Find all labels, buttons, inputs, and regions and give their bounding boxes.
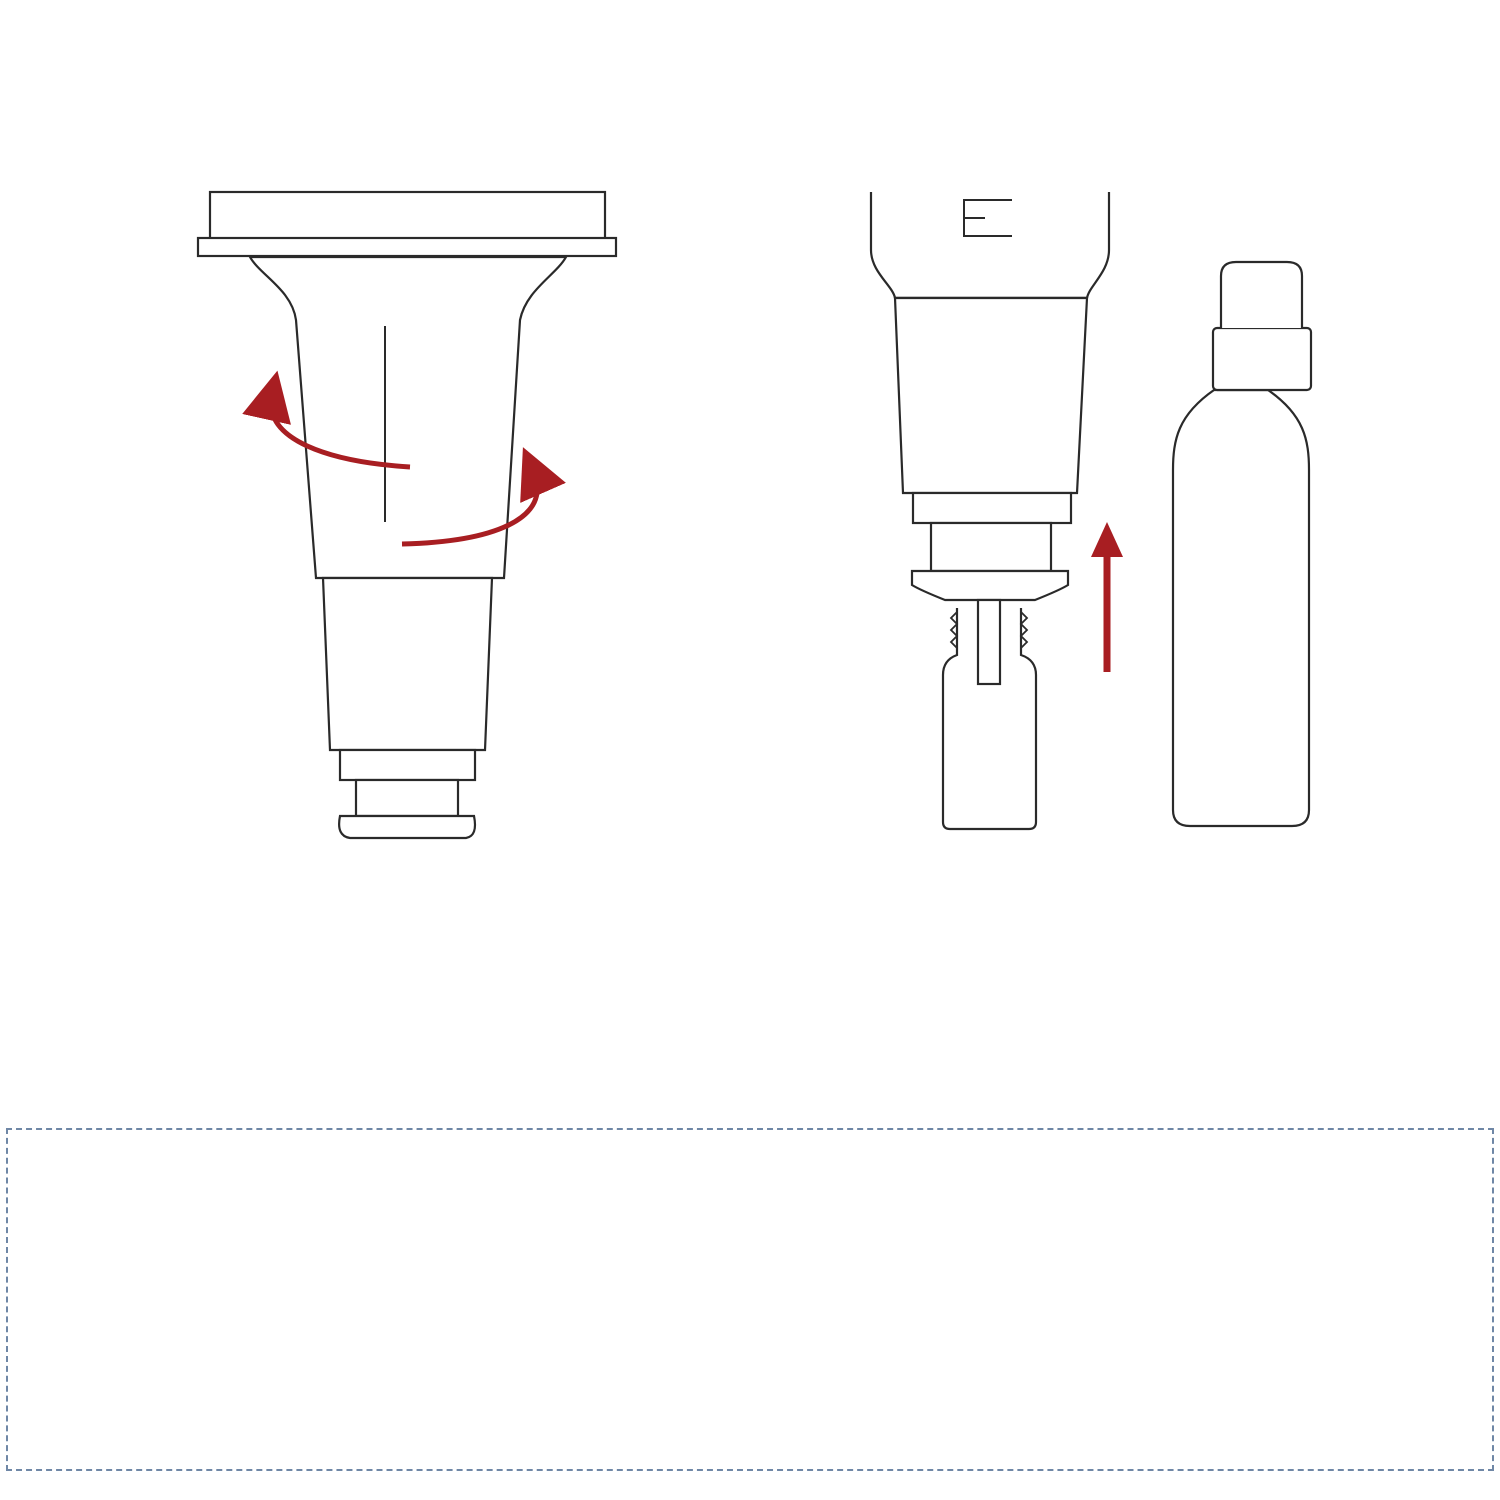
up-arrow-icon: [1091, 522, 1123, 672]
precautions-box: [6, 1128, 1494, 1471]
dispenser-right: [871, 192, 1109, 684]
dispenser-left: [198, 192, 616, 838]
locking-ring: [198, 238, 616, 256]
dispensing-bottle: [1173, 262, 1311, 826]
